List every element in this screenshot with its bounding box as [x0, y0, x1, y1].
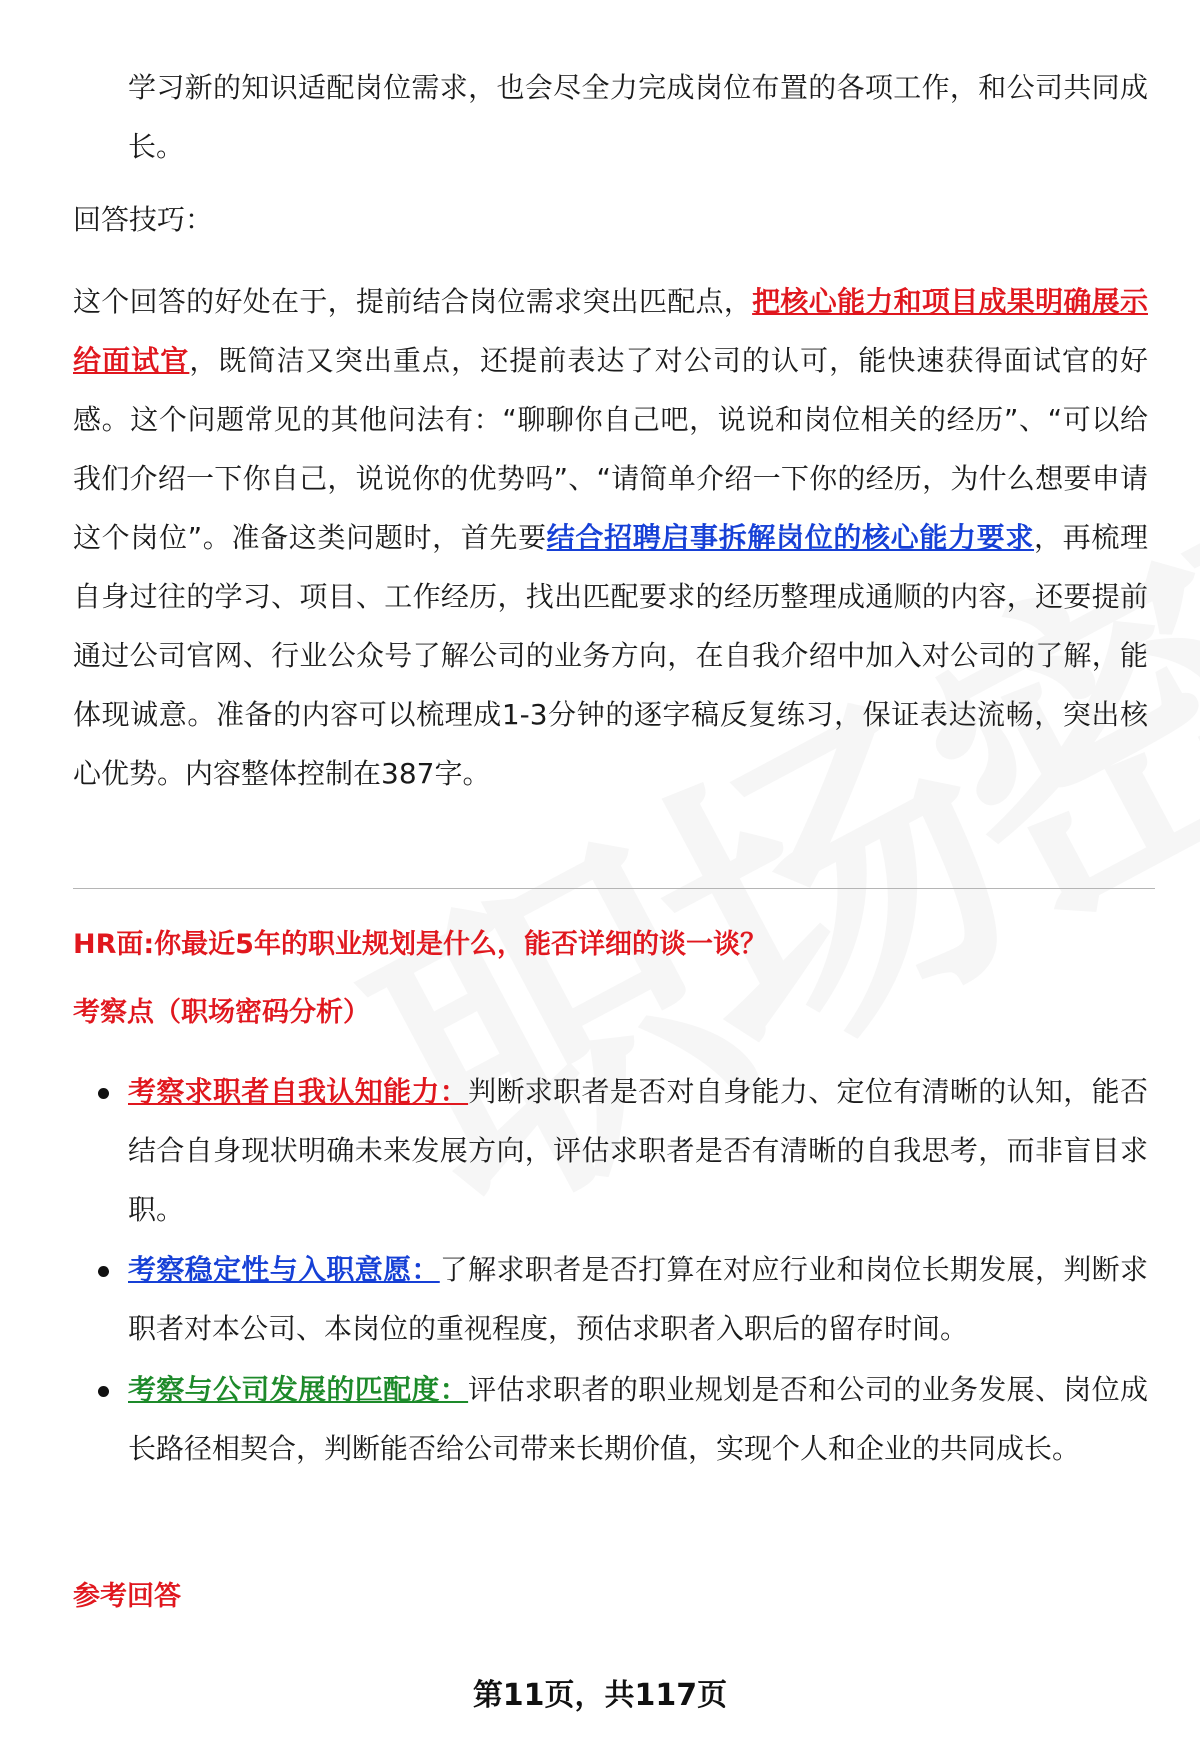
tip-text-1: 这个回答的好处在于，提前结合岗位需求突出匹配点， — [73, 285, 753, 318]
bullet-text: 评估求职者的职业规划是否和公司的业务发展、岗位成长路径相契合，判断能否给公司带来长期价值，实现个人和企业的共同成长。 — [128, 1373, 1148, 1465]
tip-paragraph — [73, 272, 1148, 803]
page-number-footer: 第11页，共117页 — [472, 1678, 728, 1713]
bullet-item-company-fit — [128, 1360, 1148, 1478]
bullet-text: 判断求职者是否对自身能力、定位有清晰的认知，能否结合自身现状明确未来发展方向，评估求职者是否有清晰的自我思考，而非盲目求职。 — [128, 1075, 1148, 1226]
tip-text-2: ，既简洁又突出重点，还提前表达了对公司的认可，能快速获得面试官的好感。这个问题常见的其他问法有：“聊聊你自己吧，说说和岗位相关的经历”、“可以给我们介绍一下你自己，说说你的优势吗”、“请简单介绍一下你的经历，为什么想要申请这个岗位”。准备这类问题时，首先要 — [73, 344, 1148, 554]
bullet-label: 考察稳定性与入职意愿： — [128, 1253, 440, 1286]
bullet-label: 考察与公司发展的匹配度： — [128, 1373, 469, 1406]
bullet-label: 考察求职者自我认知能力： — [128, 1075, 469, 1108]
bullet-item-stability — [128, 1240, 1148, 1358]
bullet-dot — [98, 1386, 109, 1397]
bullet-dot — [98, 1266, 109, 1277]
tip-text-3: ，再梳理自身过往的学习、项目、工作经历，找出匹配要求的经历整理成通顺的内容，还要提前通过公司官网、行业公众号了解公司的业务方向，在自我介绍中加入对公司的了解，能体现诚意。准备的内容可以梳理成1-3分钟的逐字稿反复练习，保证表达流畅，突出核心优势。内容整体控制在387字。 — [73, 521, 1148, 790]
bullet-dot — [98, 1088, 109, 1099]
bullet-item-self-awareness — [128, 1062, 1148, 1239]
intro-paragraph: 学习新的知识适配岗位需求，也会尽全力完成岗位布置的各项工作，和公司共同成长。 — [128, 71, 1148, 163]
tip-highlight-2: 结合招聘启事拆解岗位的核心能力要求 — [546, 521, 1034, 554]
reference-answer-heading: 参考回答 — [73, 1581, 181, 1612]
tip-label: 回答技巧： — [73, 203, 214, 236]
section-divider — [73, 888, 1155, 889]
bullet-text: 了解求职者是否打算在对应行业和岗位长期发展，判断求职者对本公司、本岗位的重视程度，预估求职者入职后的留存时间。 — [128, 1253, 1148, 1345]
question-heading: HR面:你最近5年的职业规划是什么，能否详细的谈一谈？ — [73, 929, 767, 960]
exam-points-heading: 考察点（职场密码分析） — [73, 997, 370, 1028]
tip-highlight-1: 把核心能力和项目成果明确展示给面试官 — [73, 285, 1148, 377]
